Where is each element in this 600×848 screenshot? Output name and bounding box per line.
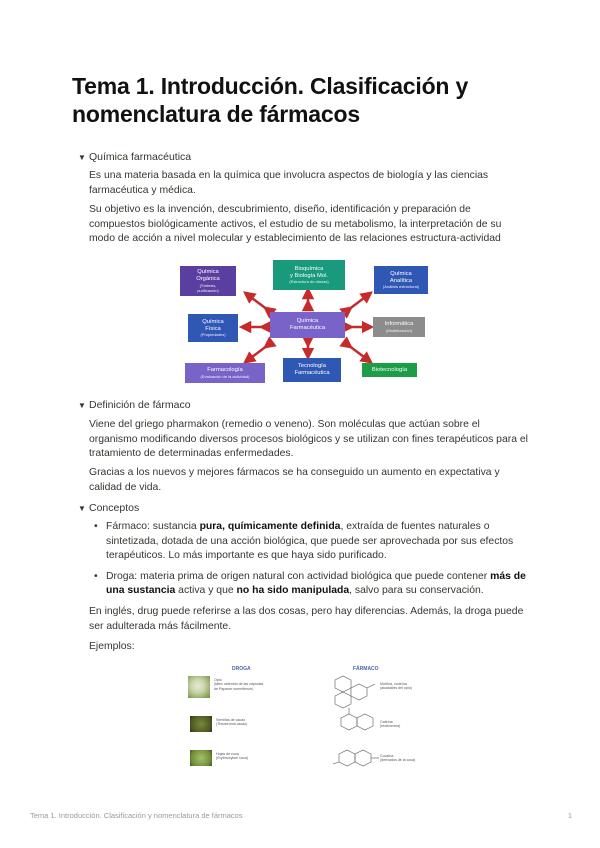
cacao-image: [190, 716, 212, 732]
box-biotecnologia: Biotecnología: [362, 363, 417, 377]
toggle-quimica-farmaceutica[interactable]: [78, 151, 191, 163]
paragraph: Es una materia basada en la química que involucra aspectos de biología y las ciencias farmacéutica y médica.: [89, 170, 489, 196]
page-title: Tema 1. Introducción. Clasificación y nomenclatura de fármacos: [72, 73, 469, 127]
coca-image: [190, 750, 212, 766]
box-quimica-farmaceutica: Química Farmacéutica: [270, 312, 345, 338]
toggle-triangle-icon: ▼: [78, 503, 86, 513]
droga-header: DROGA: [232, 666, 251, 672]
paragraph: Viene del griego pharmakon (remedio o veneno). Son moléculas que actúan sobre el organismo modificando diversos procesos biológicos y se utilizan con fines terapéuticos para el tratamiento de determinadas enfermedades.: [89, 419, 528, 459]
box-tecnologia-farmaceutica: Tecnología Farmacéutica: [283, 358, 341, 382]
toggle-label: Definición de fármaco: [89, 399, 191, 411]
toggle-triangle-icon: ▼: [78, 400, 86, 410]
box-farmacologia: Farmacología (Evaluación de la actividad): [185, 363, 265, 383]
box-bioquimica: Bioquímica y Biología Mol. (Estructura de dianas): [273, 260, 345, 290]
paragraph: Gracias a los nuevos y mejores fármacos se ha conseguido un aumento en expectativa y calidad de vida.: [89, 467, 500, 493]
paragraph: Ejemplos:: [89, 641, 135, 652]
examples-figure: [180, 662, 430, 777]
box-quimica-organica: Química Orgánica (Síntesis, purificación): [180, 266, 236, 296]
droga-opio-label: Opio (látex obtenido de las cápsulas de Papaver somniferum): [214, 678, 264, 691]
molecular-structures: [315, 672, 435, 784]
box-informatica: Informática (Modelización): [373, 317, 425, 337]
arrow-bottom-right: [348, 345, 368, 360]
toggle-conceptos[interactable]: [78, 502, 139, 514]
arrow-bottom-left: [248, 345, 268, 360]
footer-title: Tema 1. Introducción. Clasificación y nomenclatura de fármacos: [30, 811, 243, 820]
toggle-definicion-farmaco[interactable]: [78, 399, 191, 411]
box-quimica-analitica: Química Analítica (Análisis estructural): [374, 266, 428, 294]
opium-image: [188, 676, 210, 698]
paragraph: En inglés, drug puede referirse a las dos cosas, pero hay diferencias. Además, la droga puede ser adulterada más fácilmente.: [89, 606, 524, 632]
farmaco-header: FÁRMACO: [353, 666, 379, 672]
droga-coca-label: Hojas de coca (Erythroxylum coca): [216, 752, 248, 761]
farmaco-morfina-label: Morfina, codeína (alcaloides del opio): [380, 682, 412, 691]
farmaco-cocaina-label: Cocaína (derivados de la coca): [380, 754, 416, 763]
page-number: 1: [567, 811, 572, 820]
toggle-label: Química farmacéutica: [89, 151, 192, 163]
droga-cacao-label: Semillas de cacao (Theobroma cacao): [216, 718, 248, 727]
toggle-triangle-icon: ▼: [78, 152, 86, 162]
farmaco-cafeina-label: Cafeína (teobromina): [380, 720, 401, 729]
paragraph: Su objetivo es la invención, descubrimiento, diseño, identificación y preparación de compuestos biológicamente activos, el estudio de su metabolismo, la interpretación de su modo de acción a nivel molecular y establecimiento de las relaciones estructura-actividad: [89, 204, 502, 244]
toggle-label: Conceptos: [89, 502, 140, 514]
list-item: • Droga: materia prima de origen natural con actividad biológica que puede contener más de una sustancia activa y que no ha sido manipulada, salvo para su conservación.: [92, 570, 532, 599]
arrow-top-left: [248, 295, 268, 310]
conceptos-list: [92, 520, 532, 605]
quimica-farmaceutica-diagram: [180, 260, 430, 385]
arrow-top-right: [348, 295, 368, 310]
list-item: • Fármaco: sustancia pura, químicamente definida, extraída de fuentes naturales o sintetizada, dotada de una acción biológica, que puede ser aprovechada por sus efectos terapéuticos. Lo más importante es que haya sido purificado.: [92, 520, 532, 564]
box-quimica-fisica: Química Física (Propiedades): [188, 314, 238, 342]
